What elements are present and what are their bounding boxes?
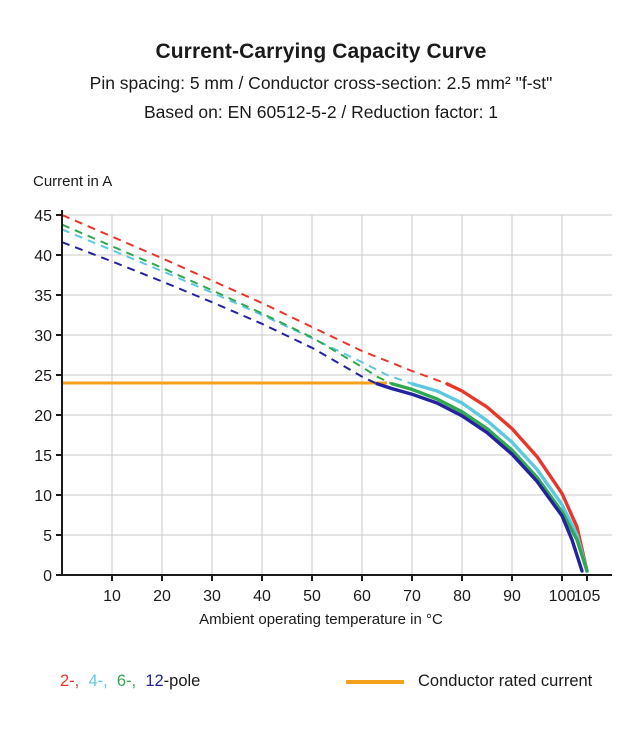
series-line-dashed — [62, 215, 447, 384]
subtitle-line-2: Based on: EN 60512-5-2 / Reduction factor: 1 — [143, 101, 499, 122]
y-tick-label: 5 — [43, 528, 52, 545]
series-line-dashed — [62, 229, 412, 383]
chart-header — [0, 0, 642, 124]
legend-item-6-pole: 6-, — [116, 672, 137, 690]
x-tick-label: 105 — [573, 588, 601, 605]
chart-svg — [0, 165, 642, 605]
rated-current-swatch — [346, 680, 404, 684]
x-tick-label: 50 — [303, 588, 321, 605]
x-tick-label: 40 — [253, 588, 271, 605]
y-tick-label: 40 — [34, 248, 52, 265]
legend-pole-suffix: -pole — [163, 672, 201, 690]
legend-item-4-pole: 4-, — [88, 672, 108, 690]
chart-plot-area — [0, 165, 642, 635]
y-tick-label: 10 — [34, 488, 52, 505]
x-tick-label: 80 — [453, 588, 471, 605]
subtitle-line-1: Pin spacing: 5 mm / Conductor cross-section: 2.5 mm² "f-st" — [89, 73, 553, 93]
page-title: Current-Carrying Capacity Curve — [155, 40, 487, 63]
chart-legend — [0, 672, 642, 712]
series-line-solid — [447, 384, 587, 571]
x-tick-label: 60 — [353, 588, 371, 605]
x-tick-label: 100 — [548, 588, 576, 605]
legend-poles — [60, 672, 200, 691]
x-tick-label: 70 — [403, 588, 421, 605]
y-tick-label: 15 — [34, 448, 52, 465]
y-tick-label: 20 — [34, 408, 52, 425]
legend-item-12-pole: 12 — [145, 672, 164, 690]
y-tick-label: 35 — [34, 288, 52, 305]
y-tick-label: 0 — [43, 568, 52, 585]
x-tick-label: 20 — [153, 588, 171, 605]
x-axis-label: Ambient operating temperature in °C — [199, 611, 443, 628]
x-tick-label: 30 — [203, 588, 221, 605]
y-tick-label: 25 — [34, 368, 52, 385]
y-tick-label: 30 — [34, 328, 52, 345]
x-tick-label: 10 — [103, 588, 121, 605]
legend-item-2-pole: 2-, — [60, 672, 80, 690]
series-line-dashed — [62, 242, 377, 384]
rated-current-label: Conductor rated current — [418, 672, 593, 690]
y-tick-label: 45 — [34, 208, 52, 225]
legend-rated-current — [346, 672, 592, 691]
x-tick-label: 90 — [503, 588, 521, 605]
series-line-solid — [392, 384, 587, 571]
y-axis-label: Current in A — [33, 173, 113, 190]
series-line-solid — [412, 384, 587, 571]
